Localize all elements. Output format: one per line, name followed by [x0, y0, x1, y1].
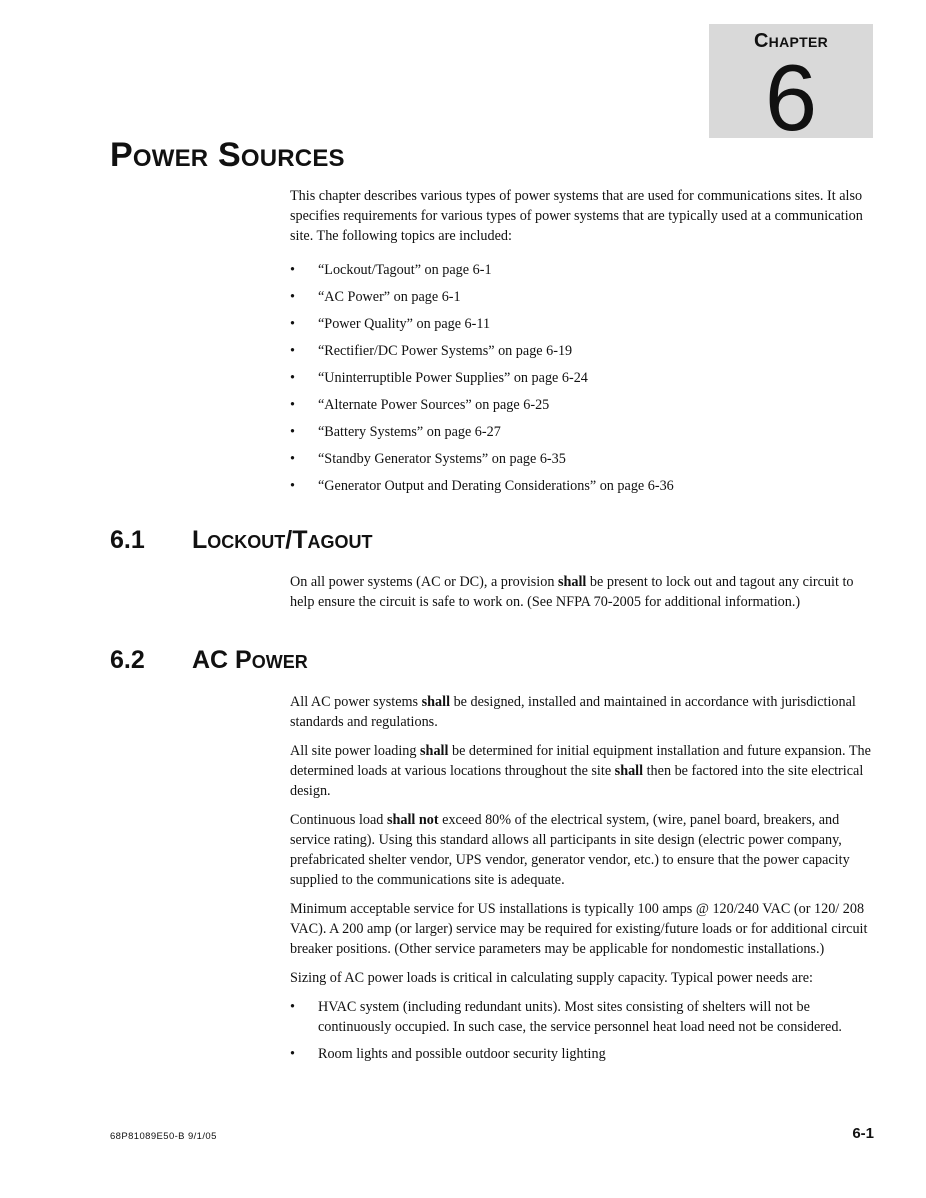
topic-item[interactable] [290, 314, 880, 334]
emphasis: shall [421, 694, 451, 710]
emphasis: shall [420, 743, 449, 759]
topic-item[interactable] [290, 287, 880, 307]
topic-item[interactable] [290, 476, 880, 496]
text-run: be present to lock out and tagout any circuit to help ensure the circuit is safe to work on. (See NFPA 70-2005 for additional information.) [290, 574, 854, 610]
bullet-icon: • [290, 316, 295, 332]
bullet-icon: • [290, 1046, 295, 1062]
text-run: exceed 80% of the electrical system, (wire, panel board, breakers, and service rating). Using this standard allows all participants in site design (electric power company, prefabricated shelter vendor, UPS vendor, generator vendor, etc.) to ensure that the power capacity supplied to the communications site is adequate. [290, 812, 850, 888]
lockout-body [290, 572, 880, 621]
section-number: 6.1 [110, 526, 145, 554]
topic-link[interactable]: “Generator Output and Derating Considerations” on page 6-36 [318, 478, 674, 494]
ac-paragraph-5: Sizing of AC power loads is critical in calculating supply capacity. Typical power needs are: [290, 970, 814, 986]
section-title: Lockout/Tagout [192, 526, 373, 554]
bullet-icon: • [290, 478, 295, 494]
bullet-icon: • [290, 424, 295, 440]
topic-list [290, 260, 880, 496]
chapter-number: 6 [764, 45, 818, 150]
footer-doc-id: 68P81089E50-B 9/1/05 [110, 1131, 217, 1142]
bullet-icon: • [290, 289, 295, 305]
ac-paragraph-4: Minimum acceptable service for US installations is typically 100 amps @ 120/240 VAC (or 120/ 208 VAC). A 200 amp (or larger) service may be required for existing/future loads or for additional circuit breaker positions. (Other service parameters may be applicable for nondomestic installations.) [290, 901, 868, 957]
ac-paragraph-3 [290, 810, 880, 890]
text-run: All AC power systems [290, 694, 422, 710]
bullet-icon: • [290, 343, 295, 359]
topic-link[interactable]: “AC Power” on page 6-1 [318, 289, 461, 305]
list-item-text: Room lights and possible outdoor security lighting [318, 1046, 606, 1062]
topic-link[interactable]: “Battery Systems” on page 6-27 [318, 424, 501, 440]
bullet-icon: • [290, 397, 295, 413]
topic-item[interactable] [290, 395, 880, 415]
topic-link[interactable]: “Uninterruptible Power Supplies” on page 6-24 [318, 370, 588, 386]
topic-link[interactable]: “Standby Generator Systems” on page 6-35 [318, 451, 566, 467]
text-run: All site power loading [290, 743, 421, 759]
ac-paragraph-1 [290, 692, 880, 732]
chapter-box [709, 24, 873, 150]
section-heading-ac-power [110, 646, 308, 675]
section-number: 6.2 [110, 646, 145, 674]
text-run: be determined for initial equipment installation and future expansion. The determined loads at various locations throughout the site [290, 743, 871, 779]
lockout-paragraph [290, 572, 880, 612]
list-item [290, 997, 880, 1037]
topic-item[interactable] [290, 368, 880, 388]
bullet-icon: • [290, 370, 295, 386]
chapter-label: Chapter [753, 30, 829, 52]
intro-block [290, 186, 880, 503]
text-run: then be factored into the site electrical design. [290, 763, 864, 799]
emphasis: shall [557, 574, 587, 590]
emphasis: shall [614, 763, 644, 779]
topic-item[interactable] [290, 341, 880, 361]
list-item-text: HVAC system (including redundant units). Most sites consisting of shelters will not be continuously occupied. In such case, the service personnel heat load need not be considered. [318, 999, 842, 1035]
list-item [290, 1044, 880, 1064]
topic-link[interactable]: “Power Quality” on page 6-11 [318, 316, 491, 332]
text-run: Continuous load [290, 812, 387, 828]
topic-item[interactable] [290, 422, 880, 442]
topic-link[interactable]: “Rectifier/DC Power Systems” on page 6-19 [318, 343, 573, 359]
ac-paragraph-2 [290, 741, 880, 801]
bullet-icon: • [290, 262, 295, 278]
topic-link[interactable]: “Alternate Power Sources” on page 6-25 [318, 397, 550, 413]
bullet-icon: • [290, 451, 295, 467]
topic-item[interactable] [290, 260, 880, 280]
ac-power-body [290, 692, 880, 1071]
topic-item[interactable] [290, 449, 880, 469]
emphasis: shall not [386, 812, 439, 828]
text-run: On all power systems (AC or DC), a provision [290, 574, 558, 590]
section-title: AC Power [192, 646, 308, 674]
footer-page-number: 6-1 [852, 1125, 874, 1142]
topic-link[interactable]: “Lockout/Tagout” on page 6-1 [318, 262, 492, 278]
bullet-icon: • [290, 999, 295, 1015]
power-needs-list [290, 997, 880, 1064]
text-run: be designed, installed and maintained in accordance with jurisdictional standards and regulations. [290, 694, 856, 730]
page-title: Power Sources [110, 136, 345, 174]
intro-paragraph: This chapter describes various types of power systems that are used for communications sites. It also specifies requirements for various types of power systems that are typically used at a communication site. The following topics are included: [290, 188, 863, 244]
section-heading-lockout [110, 526, 372, 555]
